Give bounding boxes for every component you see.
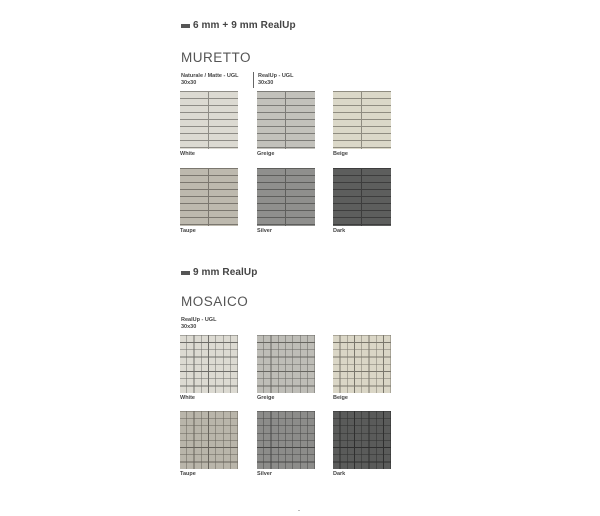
mosaico-thickness-spec [181, 267, 257, 278]
tile-joint-pattern [180, 335, 238, 393]
tile-joint-pattern [257, 168, 315, 226]
format-divider [253, 72, 254, 88]
mosaico-format-line1: RealUp - UGL [181, 317, 217, 323]
mosaico-title: MOSAICO [181, 294, 249, 309]
tile-joint-pattern [257, 335, 315, 393]
muretto-label-dark: Dark [333, 228, 346, 234]
muretto-tile-taupe [180, 168, 238, 226]
muretto-tile-dark [333, 168, 391, 226]
muretto-tile-white [180, 91, 238, 149]
tile-joint-pattern [333, 411, 391, 469]
mosaico-tile-greige [257, 335, 315, 393]
muretto-format-left [181, 73, 238, 87]
muretto-tile-silver [257, 168, 315, 226]
mosaico-label-white: White [180, 395, 195, 401]
tile-joint-pattern [180, 168, 238, 226]
mosaico-tile-beige [333, 335, 391, 393]
mosaico-tile-silver [257, 411, 315, 469]
mosaico-label-silver: Silver [257, 471, 272, 477]
mosaico-format-line2: 30x30 [181, 324, 197, 330]
muretto-label-taupe: Taupe [180, 228, 196, 234]
mosaico-tile-white [180, 335, 238, 393]
tile-joint-pattern [180, 411, 238, 469]
muretto-tile-beige [333, 91, 391, 149]
mosaico-tile-taupe [180, 411, 238, 469]
muretto-label-white: White [180, 151, 195, 157]
muretto-format-right-line2: 30x30 [258, 80, 274, 86]
tile-joint-pattern [257, 411, 315, 469]
muretto-format-right [258, 73, 293, 87]
mosaico-label-greige: Greige [257, 395, 275, 401]
mosaico-thickness-text: 9 mm RealUp [193, 267, 258, 278]
tile-joint-pattern [180, 91, 238, 149]
muretto-thickness-spec [181, 20, 296, 31]
mosaico-label-taupe: Taupe [180, 471, 196, 477]
muretto-format-left-line2: 30x30 [181, 80, 197, 86]
tile-joint-pattern [333, 91, 391, 149]
thickness-bar-icon [181, 24, 190, 28]
thickness-bar-icon [181, 271, 190, 275]
tile-joint-pattern [333, 168, 391, 226]
page-mark [298, 510, 300, 511]
tile-joint-pattern [257, 91, 315, 149]
mosaico-label-dark: Dark [333, 471, 346, 477]
muretto-label-greige: Greige [257, 151, 275, 157]
muretto-label-silver: Silver [257, 228, 272, 234]
muretto-label-beige: Beige [333, 151, 348, 157]
muretto-tile-greige [257, 91, 315, 149]
muretto-thickness-text: 6 mm + 9 mm RealUp [193, 20, 296, 31]
mosaico-label-beige: Beige [333, 395, 348, 401]
muretto-title: MURETTO [181, 50, 251, 65]
mosaico-format [181, 317, 216, 331]
muretto-format-right-line1: RealUp - UGL [258, 73, 294, 79]
muretto-format-left-line1: Naturale / Matte - UGL [181, 73, 239, 79]
tile-joint-pattern [333, 335, 391, 393]
mosaico-tile-dark [333, 411, 391, 469]
